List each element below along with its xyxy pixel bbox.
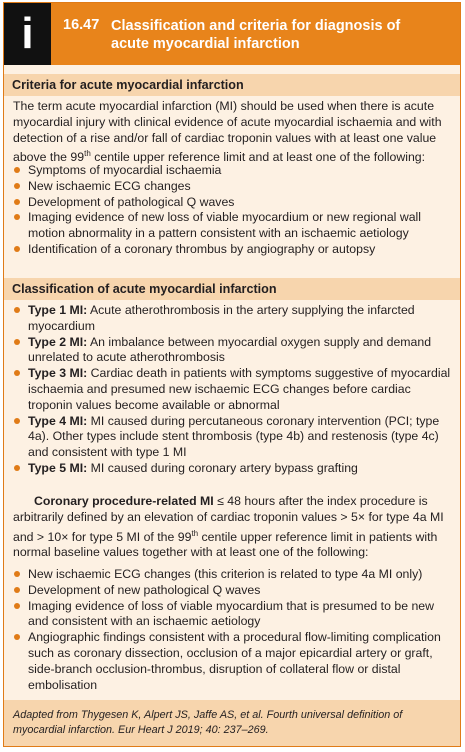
procedure-text-end: centile upper reference limit in patients with normal baseline values together with at least one of the following:	[13, 529, 438, 560]
bullet-icon	[14, 418, 20, 424]
list-item-text: New ischaemic ECG changes	[28, 178, 191, 193]
type-text: MI caused during percutaneous coronary intervention (PCI; type 4a). Other types include stent thrombosis (type 4b) and restenosis (type 4c) and consistent with type 1 MI	[28, 413, 440, 460]
bullet-icon	[14, 587, 20, 593]
list-item-text: Symptoms of myocardial ischaemia	[28, 163, 222, 177]
type-text: Acute atherothrombosis in the artery supplying the infarcted myocardium	[28, 303, 415, 333]
list-item-text: Imaging evidence of loss of viable myocardium that is presumed to be new and consistent with an ischaemic aetiology	[28, 598, 435, 629]
classification-heading: Classification of acute myocardial infarction	[4, 278, 460, 300]
bullet-icon	[14, 603, 20, 609]
list-item	[4, 599, 460, 631]
procedure-label: Coronary procedure-related MI	[34, 494, 214, 508]
procedure-paragraph	[13, 494, 453, 561]
list-item	[4, 195, 460, 211]
bullet-icon	[14, 214, 20, 220]
list-item	[4, 630, 460, 693]
list-item	[4, 242, 460, 258]
list-item	[4, 303, 460, 335]
list-item	[4, 179, 460, 195]
type-label: Type 5 MI:	[28, 460, 88, 475]
bullet-icon	[14, 571, 20, 577]
type-label: Type 1 MI:	[28, 303, 88, 317]
criteria-intro-sup: th	[84, 149, 91, 159]
bullet-icon	[14, 246, 20, 252]
criteria-intro-text-end: centile upper reference limit and at least one of the following:	[90, 150, 426, 165]
classification-list	[4, 303, 460, 477]
list-item	[4, 461, 460, 477]
list-item-text: Development of new pathological Q waves	[28, 582, 261, 597]
bullet-icon	[14, 167, 20, 173]
list-item	[4, 414, 460, 461]
list-item	[4, 163, 460, 179]
type-text: An imbalance between myocardial oxygen supply and demand unrelated to acute atherothrombosis	[28, 334, 432, 365]
bullet-icon	[14, 199, 20, 205]
info-icon: i	[4, 3, 51, 65]
citation-footer	[4, 700, 460, 746]
list-item-text: Development of pathological Q waves	[28, 194, 235, 209]
criteria-list	[4, 163, 460, 258]
bullet-icon	[14, 465, 20, 471]
bullet-icon	[14, 370, 20, 376]
procedure-list	[4, 567, 460, 693]
criteria-intro-text: The term acute myocardial infarction (MI) should be used when there is acute myocardial injury with clinical evidence of acute myocardial ischaemia and with detection of a rise and/or fall of cardiac troponin values with at least one value above the 99	[13, 99, 442, 165]
criteria-heading: Criteria for acute myocardial infarction	[4, 74, 460, 96]
box-title: Classification and criteria for diagnosis of acute myocardial infarction	[111, 18, 401, 52]
list-item	[4, 567, 460, 583]
info-box	[3, 2, 461, 747]
box-number: 16.47	[63, 17, 100, 33]
procedure-sup: th	[191, 528, 199, 538]
list-item	[4, 335, 460, 367]
list-item-text: Identification of a coronary thrombus by angiography or autopsy	[28, 241, 376, 256]
box-header	[4, 3, 460, 65]
bullet-icon	[14, 183, 20, 189]
type-text: MI caused during coronary artery bypass grafting	[87, 460, 358, 475]
type-label: Type 3 MI:	[28, 366, 88, 381]
list-item-text: Angiographic findings consistent with a procedural flow-limiting complication such as coronary dissection, occlusion of a major epicardial artery or graft, side-branch occlusion-thrombus, disruption of collateral flow or distal embolisation	[28, 630, 441, 692]
bullet-icon	[14, 634, 20, 640]
list-item	[4, 583, 460, 599]
criteria-intro	[13, 99, 453, 166]
procedure-text: ≤ 48 hours after the index procedure is arbitrarily defined by an elevation of cardiac troponin values > 5× for type 4a MI and > 10× for type 5 MI of the 99	[13, 494, 444, 544]
bullet-icon	[14, 307, 20, 313]
type-label: Type 2 MI:	[28, 334, 88, 349]
list-item-text: Imaging evidence of new loss of viable myocardium or new regional wall motion abnormality in a pattern consistent with an ischaemic aetiology	[28, 210, 422, 241]
type-text: Cardiac death in patients with symptoms suggestive of myocardial ischaemia and presumed new ischaemic ECG changes before cardiac troponin values become available or abnormal	[28, 366, 451, 412]
citation-text: Adapted from Thygesen K, Alpert JS, Jaffe AS, et al. Fourth universal definition of myocardial infarction. Eur Heart J 2019; 40: 237–269.	[13, 709, 403, 736]
list-item	[4, 366, 460, 413]
bullet-icon	[14, 339, 20, 345]
type-label: Type 4 MI:	[28, 413, 88, 428]
list-item-text: New ischaemic ECG changes (this criterion is related to type 4a MI only)	[28, 567, 423, 581]
list-item	[4, 210, 460, 242]
